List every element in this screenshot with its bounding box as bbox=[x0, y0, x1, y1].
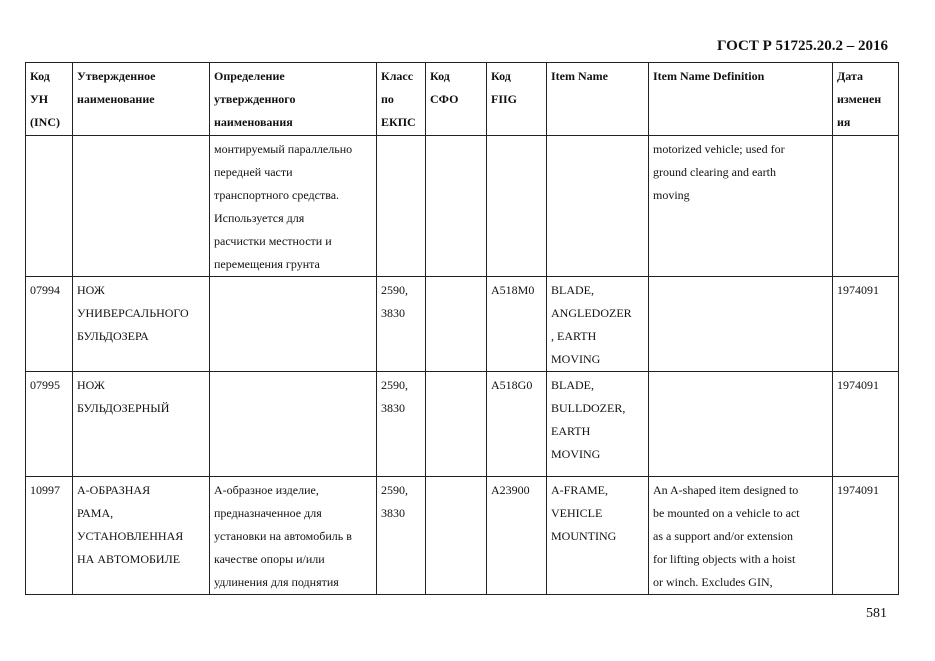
cell-line: Используется для bbox=[214, 211, 305, 225]
cell-line: 1974091 bbox=[837, 283, 879, 297]
cell-sfo bbox=[426, 372, 487, 477]
cell-line: , EARTH bbox=[551, 329, 597, 343]
cell-line: Item Name Definition bbox=[653, 69, 765, 83]
cell-line: предназначенное для bbox=[214, 506, 322, 520]
cell-sfo bbox=[426, 136, 487, 277]
cell-line: as a support and/or extension bbox=[653, 529, 793, 543]
cell-definition bbox=[210, 277, 377, 372]
sfo-col-header bbox=[426, 63, 487, 136]
cell-class bbox=[377, 277, 426, 372]
cell-line: BLADE, bbox=[551, 283, 594, 297]
cell-line: (INC) bbox=[30, 115, 60, 129]
cell-line: Определение bbox=[214, 69, 285, 83]
cell-line: 07994 bbox=[30, 283, 60, 297]
cell-definition bbox=[210, 136, 377, 277]
cell-line: транспортного средства. bbox=[214, 188, 340, 202]
cell-line: РАМА, bbox=[77, 506, 114, 520]
cell-item-name bbox=[547, 372, 649, 477]
cell-line: 10997 bbox=[30, 483, 60, 497]
cell-line: удлинения для поднятия bbox=[214, 575, 339, 589]
cell-line: Код bbox=[430, 69, 450, 83]
cell-fiig bbox=[487, 477, 547, 595]
cell-class bbox=[377, 136, 426, 277]
cell-line: Дата bbox=[837, 69, 863, 83]
cell-line: An A-shaped item designed to bbox=[653, 483, 799, 497]
cell-inc bbox=[26, 372, 73, 477]
cell-line: 07995 bbox=[30, 378, 60, 392]
cell-line: БУЛЬДОЗЕРНЫЙ bbox=[77, 401, 170, 415]
cell-definition bbox=[210, 372, 377, 477]
cell-name bbox=[73, 372, 210, 477]
cell-inc bbox=[26, 136, 73, 277]
date-col-header bbox=[833, 63, 899, 136]
item-name-col-header bbox=[547, 63, 649, 136]
cell-line: наименование bbox=[77, 92, 155, 106]
cell-item-def bbox=[649, 372, 833, 477]
cell-line: A-FRAME, bbox=[551, 483, 609, 497]
cell-item-def bbox=[649, 477, 833, 595]
cell-sfo bbox=[426, 477, 487, 595]
cell-line: ия bbox=[837, 115, 851, 129]
cell-line: Код bbox=[30, 69, 50, 83]
cell-name bbox=[73, 277, 210, 372]
cell-line: УСТАНОВЛЕННАЯ bbox=[77, 529, 184, 543]
cell-item-name bbox=[547, 277, 649, 372]
cell-line: ANGLEDOZER bbox=[551, 306, 632, 320]
catalog-table bbox=[25, 62, 899, 595]
cell-line: утвержденного bbox=[214, 92, 296, 106]
inc-col-header bbox=[26, 63, 73, 136]
cell-name bbox=[73, 136, 210, 277]
cell-line: motorized vehicle; used for bbox=[653, 142, 785, 156]
cell-line: монтируемый параллельно bbox=[214, 142, 353, 156]
cell-line: MOVING bbox=[551, 447, 601, 461]
cell-line: BULLDOZER, bbox=[551, 401, 626, 415]
cell-line: по bbox=[381, 92, 394, 106]
cell-line: БУЛЬДОЗЕРА bbox=[77, 329, 149, 343]
fiig-col-header bbox=[487, 63, 547, 136]
cell-line: 2590, bbox=[381, 483, 408, 497]
class-col-header bbox=[377, 63, 426, 136]
cell-line: be mounted on a vehicle to act bbox=[653, 506, 800, 520]
cell-line: перемещения грунта bbox=[214, 257, 320, 271]
item-def-col-header bbox=[649, 63, 833, 136]
cell-line: moving bbox=[653, 188, 690, 202]
cell-line: НА АВТОМОБИЛЕ bbox=[77, 552, 181, 566]
cell-line: изменен bbox=[837, 92, 882, 106]
cell-date bbox=[833, 277, 899, 372]
cell-line: EARTH bbox=[551, 424, 591, 438]
definition-col-header bbox=[210, 63, 377, 136]
cell-date bbox=[833, 372, 899, 477]
cell-item-def bbox=[649, 136, 833, 277]
cell-line: Код bbox=[491, 69, 511, 83]
cell-line: 3830 bbox=[381, 306, 405, 320]
cell-line: Утвержденное bbox=[77, 69, 156, 83]
cell-line: ЕКПС bbox=[381, 115, 416, 129]
cell-line: НОЖ bbox=[77, 378, 105, 392]
cell-fiig bbox=[487, 136, 547, 277]
cell-inc bbox=[26, 477, 73, 595]
cell-line: НОЖ bbox=[77, 283, 105, 297]
cell-line: установки на автомобиль в bbox=[214, 529, 352, 543]
cell-line: FIIG bbox=[491, 92, 518, 106]
cell-line: качестве опоры и/или bbox=[214, 552, 325, 566]
table-row bbox=[26, 477, 899, 595]
cell-line: A518M0 bbox=[491, 283, 535, 297]
cell-line: MOUNTING bbox=[551, 529, 617, 543]
cell-date bbox=[833, 477, 899, 595]
standard-designation: ГОСТ Р 51725.20.2 – 2016 bbox=[716, 38, 888, 54]
cell-line: 2590, bbox=[381, 283, 408, 297]
cell-line: ground clearing and earth bbox=[653, 165, 776, 179]
table-row bbox=[26, 277, 899, 372]
name-col-header bbox=[73, 63, 210, 136]
cell-definition bbox=[210, 477, 377, 595]
cell-line: 2590, bbox=[381, 378, 408, 392]
cell-line: A23900 bbox=[491, 483, 530, 497]
table-row bbox=[26, 372, 899, 477]
cell-line: А-образное изделие, bbox=[214, 483, 319, 497]
cell-line: 3830 bbox=[381, 401, 405, 415]
cell-line: 1974091 bbox=[837, 378, 879, 392]
cell-line: VEHICLE bbox=[551, 506, 603, 520]
cell-line: MOVING bbox=[551, 352, 601, 366]
cell-line: УНИВЕРСАЛЬНОГО bbox=[77, 306, 189, 320]
cell-item-def bbox=[649, 277, 833, 372]
cell-class bbox=[377, 477, 426, 595]
cell-line: Класс bbox=[381, 69, 414, 83]
cell-line: 3830 bbox=[381, 506, 405, 520]
cell-line: СФО bbox=[430, 92, 459, 106]
cell-line: А-ОБРАЗНАЯ bbox=[77, 483, 151, 497]
cell-line: передней части bbox=[214, 165, 293, 179]
cell-item-name bbox=[547, 136, 649, 277]
cell-date bbox=[833, 136, 899, 277]
cell-inc bbox=[26, 277, 73, 372]
cell-fiig bbox=[487, 372, 547, 477]
cell-line: BLADE, bbox=[551, 378, 594, 392]
page-number: 581 bbox=[866, 606, 887, 621]
cell-class bbox=[377, 372, 426, 477]
cell-line: УН bbox=[30, 92, 49, 106]
table-header-row bbox=[26, 63, 899, 136]
cell-line: расчистки местности и bbox=[214, 234, 332, 248]
cell-sfo bbox=[426, 277, 487, 372]
cell-fiig bbox=[487, 277, 547, 372]
cell-line: наименования bbox=[214, 115, 293, 129]
cell-line: Item Name bbox=[551, 69, 608, 83]
cell-line: 1974091 bbox=[837, 483, 879, 497]
cell-line: or winch. Excludes GIN, bbox=[653, 575, 773, 589]
cell-line: for lifting objects with a hoist bbox=[653, 552, 796, 566]
cell-item-name bbox=[547, 477, 649, 595]
cell-line: A518G0 bbox=[491, 378, 533, 392]
table-row bbox=[26, 136, 899, 277]
cell-name bbox=[73, 477, 210, 595]
